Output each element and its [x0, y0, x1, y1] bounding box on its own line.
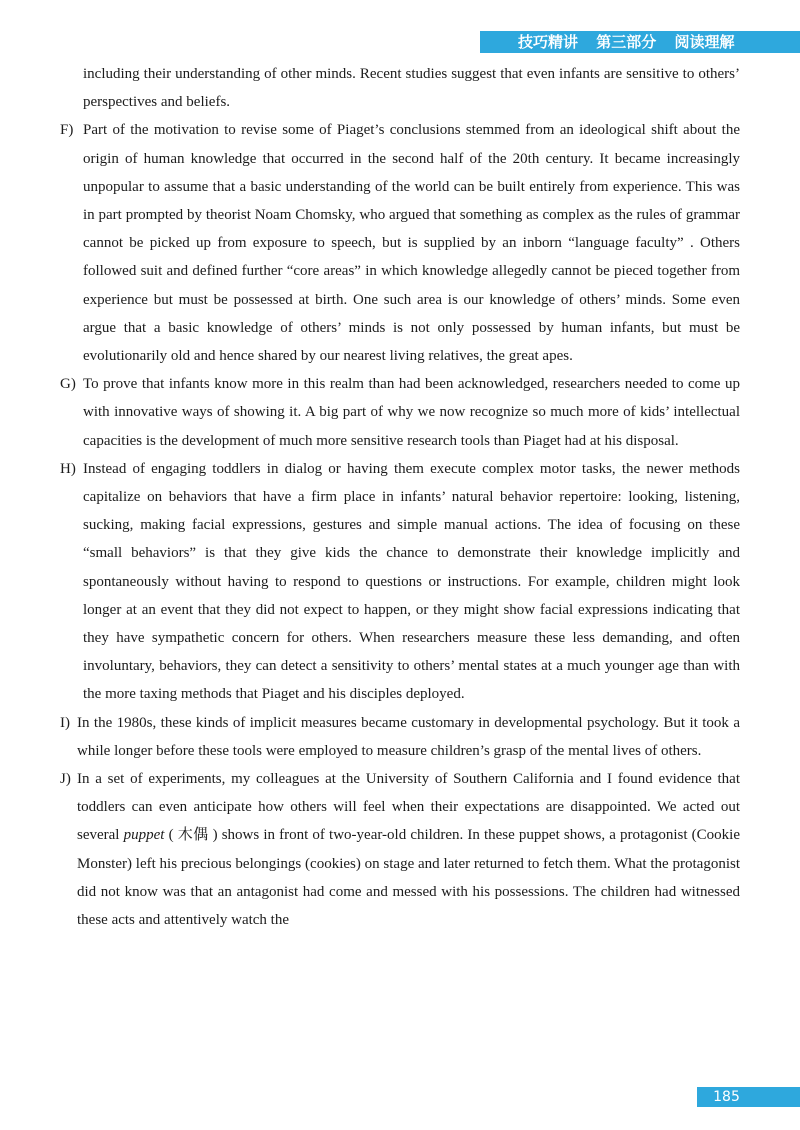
paragraph-g-letter: G) [60, 376, 76, 393]
paragraph-i-text: In the 1980s, these kinds of implicit measures became customary in developmental psychology. But it took a while longer before these tools were employed to measure children’s grasp of the mental lives of others. [77, 714, 740, 759]
paragraph-continuation: including their understanding of other minds. Recent studies suggest that even infants are sensitive to others’ perspectives and beliefs. [83, 66, 740, 111]
paragraph-i-letter: I) [60, 714, 70, 731]
page-number: 185 [713, 1089, 740, 1105]
paragraph-i [60, 709, 740, 765]
paragraph-h [60, 455, 740, 709]
paragraph-j-term: puppet [123, 827, 165, 844]
paragraph-j [60, 765, 740, 934]
header-section-2: 第三部分 [596, 33, 657, 51]
paragraph-j-text-after: shows in front of two-year-old children. In these puppet shows, a protagonist (Cookie Monster) left his precious belongings (cookies) on stage and later returned to fetch them. What the protagonist did not know was that an antagonist had come and messed with his possessions. The children had witnessed these acts and attentively watch the [77, 827, 740, 929]
paragraph-f [60, 116, 740, 370]
paragraph-h-text: Instead of engaging toddlers in dialog or having them execute complex motor tasks, the newer methods capitalize on behaviors that have a firm place in infants’ natural behavior repertoire: looking, listening, sucking, making facial expressions, gestures and simple manual actions. The idea of focusing on these “small behaviors” is that they give kids the chance to demonstrate their knowledge implicitly and spontaneously without having to respond to questions or instructions. For example, children might look longer at an event that they did not expect to happen, or they might show facial expressions indicating that they have sympathetic concern for others. When researchers measure these less demanding, and often involuntary, behaviors, they can detect a sensitivity to others’ mental states at a much younger age than with the more taxing methods that Piaget and his disciples deployed. [83, 460, 740, 703]
header-section-1: 技巧精讲 [518, 33, 579, 51]
header-section-band [480, 31, 800, 53]
paragraph-j-letter: J) [60, 771, 71, 788]
paragraph-f-text: Part of the motivation to revise some of Piaget’s conclusions stemmed from an ideological shift about the origin of human knowledge that occurred in the second half of the 20th century. It became increasingly unpopular to assume that a basic understanding of the world can be built entirely from experience. This was in part prompted by theorist Noam Chomsky, who argued that something as complex as the rules of grammar cannot be picked up from exposure to speech, but is supplied by an inborn “language faculty” . Others followed suit and defined further “core areas” in which knowledge allegedly cannot be pieced together from experience but must be possessed at birth. One such area is our knowledge of others’ minds. Some even argue that a basic knowledge of others’ minds is not only possessed by human infants, but must be evolutionarily old and hence shared by our nearest living relatives, the great apes. [83, 122, 740, 365]
article-body [60, 60, 740, 934]
header-section-3: 阅读理解 [674, 33, 735, 51]
paragraph-j-gloss: ( 木偶 ) [164, 827, 222, 844]
page-number-tab [697, 1087, 800, 1107]
paragraph-g-text: To prove that infants know more in this realm than had been acknowledged, researchers needed to come up with innovative ways of showing it. A big part of why we now recognize so much more of kids’ intellectual capacities is the development of much more sensitive research tools than Piaget had at his disposal. [83, 376, 740, 449]
paragraph-g [60, 370, 740, 455]
paragraph-j-text-before: In a set of experiments, my colleagues at the University of Southern California and I found evidence that toddlers can even anticipate how others will feel when their expectations are disappointed. We acted out several [77, 771, 740, 844]
paragraph-f-letter: F) [60, 122, 74, 139]
paragraph-h-letter: H) [60, 460, 76, 477]
